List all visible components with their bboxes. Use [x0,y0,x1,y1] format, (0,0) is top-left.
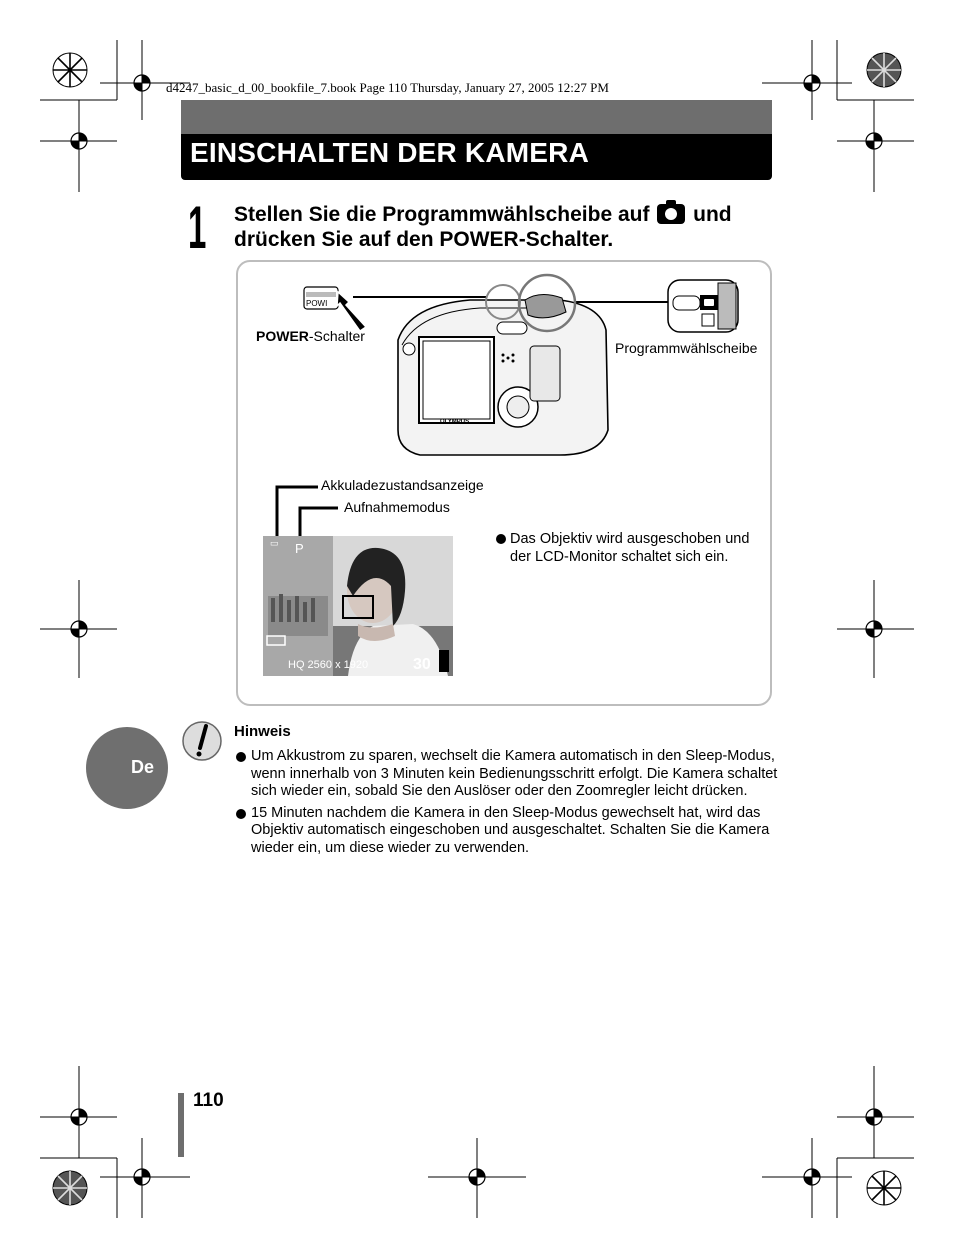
note-item-text: Um Akkustrom zu sparen, wechselt die Kamera automatisch in den Sleep-Modus, wenn innerhalb von 3 Minuten kein Bedienungsschritt erfolgt. Die Kamera schaltet sich wieder ein, sobald Sie den Auslöser oder den Zoomregler leicht drücken. [251,748,778,800]
power-label-bold: POWER [256,328,309,344]
mode-dial-label: Programmwählscheibe [615,340,758,356]
svg-text:OLYMPUS: OLYMPUS [440,419,470,425]
note-title: Hinweis [234,723,291,740]
lcd-preview-image [263,536,453,676]
language-tab [86,727,168,809]
note-item [236,805,781,858]
power-label-rest: -Schalter [308,328,365,344]
note-list [236,748,781,858]
svg-text:▭: ▭ [270,538,279,548]
language-tab-label: De [131,757,155,777]
page-number: 110 [193,1090,224,1111]
lcd-quality-text: HQ 2560 x 1920 [288,659,369,671]
lcd-mode-value: P [295,541,304,556]
section-title: EINSCHALTEN DER KAMERA [190,137,589,168]
bullet-dot [496,534,506,544]
bullet-dot [236,809,246,819]
power-switch-label [256,328,365,344]
battery-indicator-label: Akkuladezustandsanzeige [321,477,484,493]
shooting-mode-label: Aufnahmemodus [344,499,450,515]
step-number: 1 [188,194,207,261]
step-text-part1: Stellen Sie die Programmwählscheibe auf [234,203,650,226]
page-number-bar [178,1093,184,1157]
figure-bullet [496,530,756,566]
bullet-dot [236,752,246,762]
figure-bullet-text: Das Objektiv wird ausgeschoben und der LCD-Monitor schaltet sich ein. [510,531,750,565]
note-item-text: 15 Minuten nachdem die Kamera in den Sleep-Modus gewechselt hat, wird das Objektiv automatisch eingeschoben und ausgeschaltet. Schalten Sie die Kamera wieder ein, um diese wieder zu verwenden. [251,804,770,856]
lcd-shot-count: 30 [413,656,431,673]
book-header-line: d4247_basic_d_00_bookfile_7.book Page 110 Thursday, January 27, 2005 12:27 PM [166,80,609,95]
step-text-line2: drücken Sie auf den POWER-Schalter. [234,228,614,251]
step-text-part2: und [693,203,732,226]
power-button-text: POWI [306,299,328,308]
note-item [236,748,781,801]
